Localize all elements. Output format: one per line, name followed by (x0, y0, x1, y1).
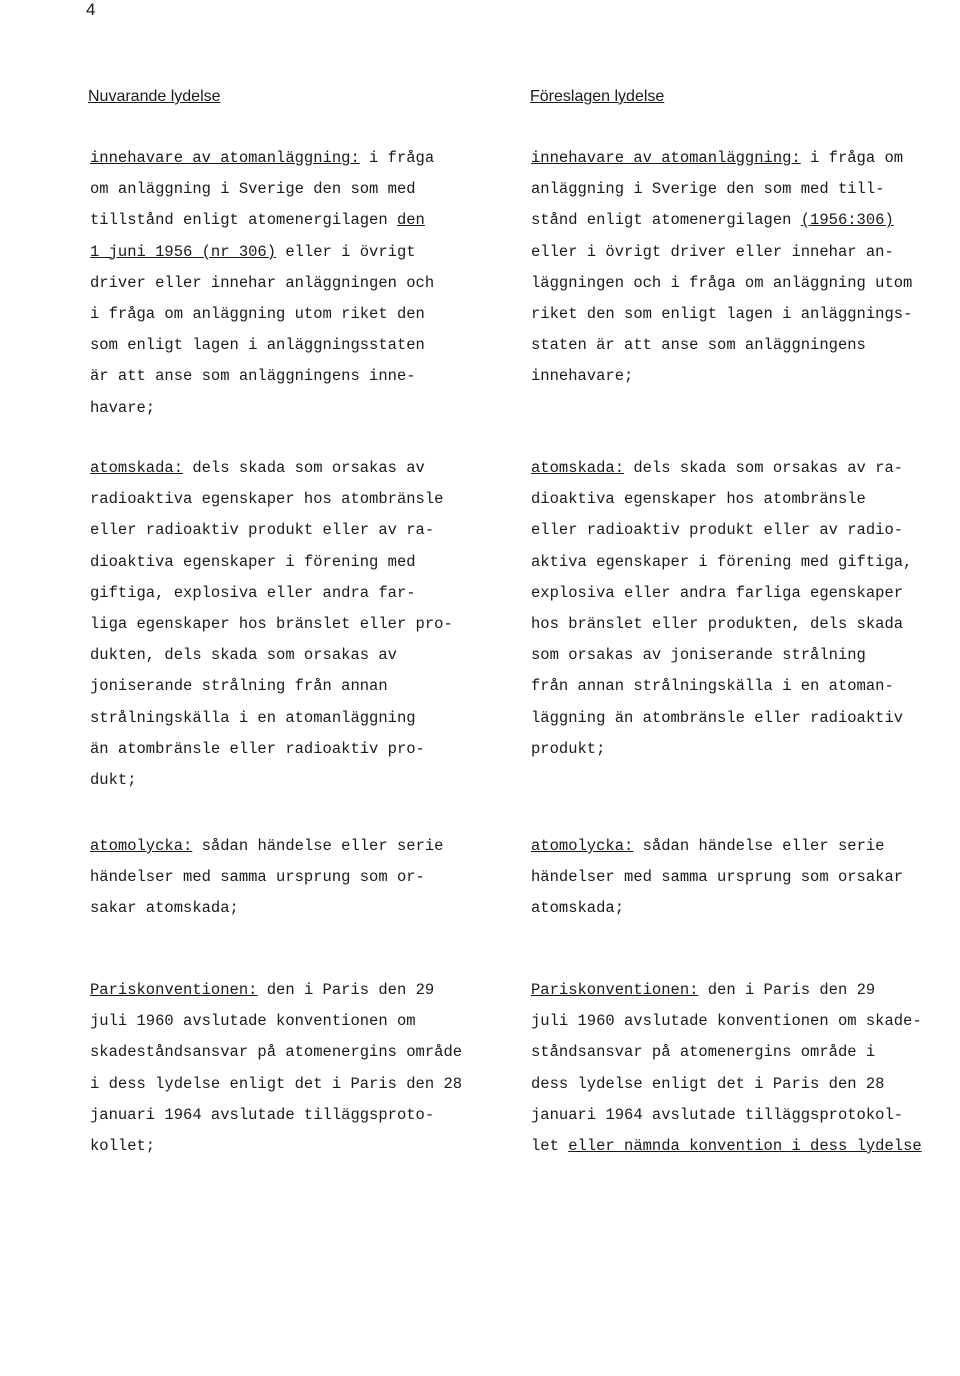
text-line (90, 484, 453, 515)
text-run: explosiva eller andra farliga egenskaper (531, 583, 904, 602)
text-run: dess lydelse enligt det i Paris den 28 (531, 1074, 885, 1093)
definition-atomskada-proposed (531, 453, 912, 765)
text-run: januari 1964 avslutade tilläggsproto- (90, 1105, 435, 1124)
text-line (531, 143, 912, 174)
text-run: eller radioaktiv produkt eller av radio- (531, 521, 904, 540)
text-line (90, 143, 434, 174)
text-line (90, 734, 453, 765)
text-line (90, 831, 443, 862)
underlined-text: eller nämnda konvention i dess lydelse (568, 1137, 922, 1156)
text-line (531, 671, 912, 702)
text-run: havare; (90, 398, 156, 417)
definition-innehavare-current (90, 143, 434, 424)
text-line (90, 703, 453, 734)
text-run: giftiga, explosiva eller andra far- (90, 583, 416, 602)
underlined-text: Pariskonventionen: (531, 981, 699, 999)
text-line (90, 1006, 462, 1037)
underlined-text: 1 juni 1956 (nr 306) (90, 242, 277, 261)
text-run: dels skada som orsakas av (183, 459, 425, 477)
text-line (90, 765, 453, 796)
column-header-proposed: Föreslagen lydelse (530, 88, 665, 105)
text-run: anläggning i Sverige den som med till- (531, 180, 885, 199)
definition-atomskada-current (90, 453, 453, 796)
text-run: produkt; (531, 739, 606, 758)
text-line (531, 237, 912, 268)
text-line (531, 299, 912, 330)
text-line (531, 1006, 922, 1037)
text-run: händelser med samma ursprung som or- (90, 868, 425, 887)
text-line (531, 609, 912, 640)
text-line (90, 1100, 462, 1131)
underlined-text: atomolycka: (531, 837, 634, 855)
underlined-text: innehavare av atomanläggning: (90, 149, 360, 167)
text-line (90, 671, 453, 702)
text-line (90, 299, 434, 330)
text-run: i fråga (359, 149, 435, 167)
underlined-text: den (396, 211, 425, 230)
text-line (90, 330, 434, 361)
text-line (531, 703, 912, 734)
underlined-text: atomskada: (90, 459, 184, 477)
definition-pariskonventionen-proposed (531, 975, 922, 1162)
text-line (90, 862, 443, 893)
text-run: händelser med samma ursprung som orsakar (531, 868, 904, 887)
text-line (90, 268, 434, 299)
text-line (90, 578, 453, 609)
text-line (531, 831, 903, 862)
text-run: liga egenskaper hos bränslet eller pro- (90, 615, 453, 634)
text-run: tillstånd enligt atomenergilagen (90, 211, 397, 230)
text-run: juli 1960 avslutade konventionen om (90, 1012, 416, 1031)
text-line (531, 268, 912, 299)
text-line (90, 640, 453, 671)
text-line (90, 515, 453, 546)
text-run: om anläggning i Sverige den som med (90, 180, 416, 199)
text-line (90, 547, 453, 578)
text-line (531, 484, 912, 515)
text-line (90, 1037, 462, 1068)
text-line (531, 547, 912, 578)
text-line (531, 361, 912, 392)
underlined-text: atomskada: (531, 459, 625, 477)
underlined-text: atomolycka: (90, 837, 193, 855)
text-run: dukten, dels skada som orsakas av (90, 646, 397, 665)
text-line (90, 361, 434, 392)
text-run: innehavare; (531, 367, 634, 386)
text-line (531, 734, 912, 765)
text-line (531, 453, 912, 484)
text-line (90, 205, 434, 236)
text-line (90, 1131, 462, 1162)
text-line (531, 1037, 922, 1068)
text-line (531, 893, 903, 924)
definition-innehavare-proposed (531, 143, 912, 393)
text-run: dukt; (90, 771, 137, 790)
text-run: skadeståndsansvar på atomenergins område (90, 1043, 463, 1062)
text-line (90, 393, 434, 424)
text-line (531, 1069, 922, 1100)
text-run: eller i övrigt driver eller innehar an- (531, 242, 894, 261)
text-run: dioaktiva egenskaper i förening med (90, 552, 416, 571)
text-run: i fråga om (800, 149, 904, 167)
text-run: eller i övrigt (276, 242, 416, 261)
text-line (531, 1131, 922, 1162)
underlined-text: innehavare av atomanläggning: (531, 149, 801, 167)
text-run: är att anse som anläggningens inne- (90, 367, 416, 386)
text-run: let (531, 1137, 569, 1156)
text-run: riket den som enligt lagen i anläggnings- (531, 305, 913, 324)
text-line (531, 515, 912, 546)
text-run: eller radioaktiv produkt eller av ra- (90, 521, 435, 540)
text-run: ståndsansvar på atomenergins område i (531, 1043, 876, 1062)
text-run: staten är att anse som anläggningens (531, 336, 866, 355)
text-line (90, 975, 462, 1006)
text-run: den i Paris den 29 (698, 981, 876, 999)
text-line (531, 862, 903, 893)
text-run: som orsakas av joniserande strålning (531, 646, 866, 665)
text-run: sakar atomskada; (90, 899, 239, 918)
text-run: än atombränsle eller radioaktiv pro- (90, 739, 425, 758)
underlined-text: Pariskonventionen: (90, 981, 258, 999)
text-line (90, 237, 434, 268)
text-run: aktiva egenskaper i förening med giftiga, (531, 552, 913, 571)
text-run: hos bränslet eller produkten, dels skada (531, 615, 904, 634)
text-run: den i Paris den 29 (257, 981, 435, 999)
text-run: joniserande strålning från annan (90, 677, 388, 696)
text-run: strålningskälla i en atomanläggning (90, 708, 416, 727)
column-header-current: Nuvarande lydelse (88, 88, 221, 105)
text-run: radioaktiva egenskaper hos atombränsle (90, 490, 444, 509)
text-run: dels skada som orsakas av ra- (624, 459, 904, 477)
text-line (90, 453, 453, 484)
text-line (90, 174, 434, 205)
text-line (531, 1100, 922, 1131)
text-line (531, 330, 912, 361)
text-run: som enligt lagen i anläggningsstaten (90, 336, 425, 355)
text-line (90, 893, 443, 924)
text-run: i dess lydelse enligt det i Paris den 28 (90, 1074, 463, 1093)
definition-atomolycka-current (90, 831, 443, 925)
text-line (90, 1069, 462, 1100)
underlined-text: (1956:306) (800, 211, 894, 230)
text-run: kollet; (90, 1137, 156, 1156)
definition-pariskonventionen-current (90, 975, 462, 1162)
text-run: läggning än atombränsle eller radioaktiv (531, 708, 904, 727)
text-line (531, 174, 912, 205)
text-run: juli 1960 avslutade konventionen om skade- (531, 1012, 922, 1031)
text-run: januari 1964 avslutade tilläggsprotokol- (531, 1105, 904, 1124)
text-line (531, 578, 912, 609)
text-run: sådan händelse eller serie (192, 837, 444, 855)
text-line (531, 205, 912, 236)
text-run: från annan strålningskälla i en atoman- (531, 677, 894, 696)
text-run: sådan händelse eller serie (633, 837, 885, 855)
text-run: atomskada; (531, 899, 625, 918)
text-line (531, 640, 912, 671)
page-number: 4 (86, 0, 96, 19)
definition-atomolycka-proposed (531, 831, 903, 925)
text-line (90, 609, 453, 640)
text-run: driver eller innehar anläggningen och (90, 273, 435, 292)
text-run: stånd enligt atomenergilagen (531, 211, 801, 230)
text-run: dioaktiva egenskaper hos atombränsle (531, 490, 866, 509)
text-line (531, 975, 922, 1006)
text-run: i fråga om anläggning utom riket den (90, 305, 425, 324)
text-run: läggningen och i fråga om anläggning utom (531, 273, 913, 292)
